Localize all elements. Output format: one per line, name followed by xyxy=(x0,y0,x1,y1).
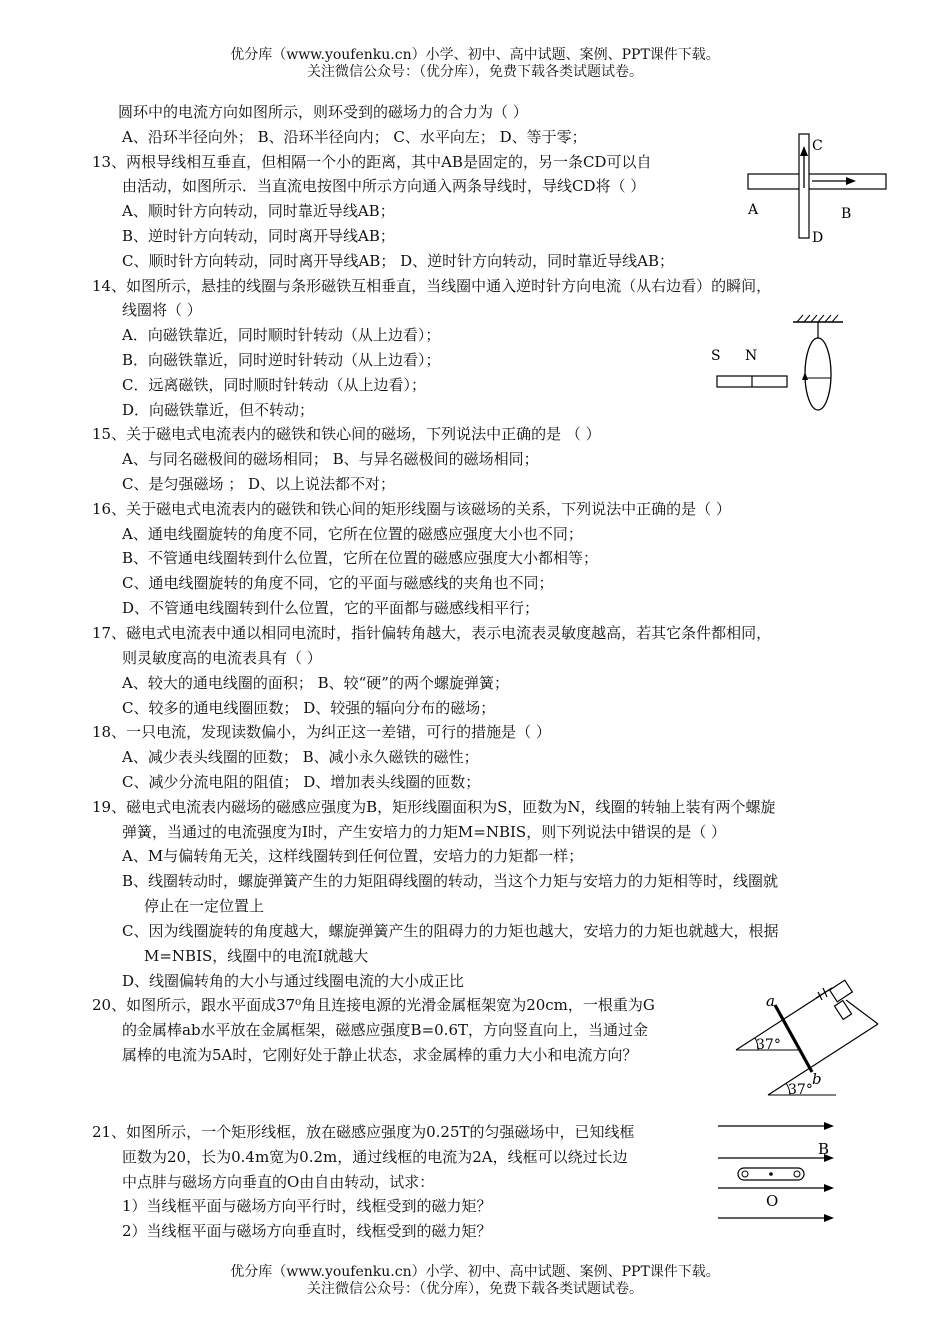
arrowhead-right-icon xyxy=(824,1184,834,1192)
q19-option-a: A、M与偏转角无关，这样线圈转到任何位置，安培力的力矩都一样； xyxy=(122,847,584,865)
figure-inclined-rails xyxy=(728,978,888,1100)
q16-option-c: C、通电线圈旋转的角度不同，它的平面与磁感线的夹角也不同； xyxy=(122,574,554,592)
q13-option-a: A、顺时针方向转动，同时靠近导线AB； xyxy=(122,202,395,220)
q12-options: A、沿环半径向外； B、沿环半径向内； C、水平向左； D、等于零； xyxy=(122,128,587,146)
label-n: N xyxy=(745,348,758,364)
label-b: b xyxy=(812,1070,822,1088)
q19-stem-2: 弹簧，当通过的电流强度为I时，产生安培力的力矩M=NBIS，则下列说法中错误的是（ ） xyxy=(122,823,726,841)
q14-option-d: D．向磁铁靠近，但不转动； xyxy=(122,401,315,419)
coil xyxy=(805,338,831,410)
q15-stem: 15、关于磁电式电流表内的磁铁和铁心间的磁场，下列说法中正确的是 （ ） xyxy=(92,425,601,443)
label-d: D xyxy=(812,230,824,246)
q18-stem: 18、一只电流，发现读数偏小，为纠正这一差错，可行的措施是（ ） xyxy=(92,723,551,741)
label-c: C xyxy=(812,138,823,154)
footer-line-1: 优分库（www.youfenku.cn）小学、初中、高中试题、案例、PPT课件下载。 xyxy=(230,1264,720,1280)
field-arrowheads xyxy=(824,1122,834,1222)
q17-stem-1: 17、磁电式电流表中通以相同电流时，指针偏转角越大，表示电流表灵敏度越高，若其它条件都相同， xyxy=(92,624,772,642)
q20-stem-1: 20、如图所示，跟水平面成37⁰角且连接电源的光滑金属框架宽为20cm，一根重为G xyxy=(92,996,655,1014)
q20-stem-3: 属棒的电流为5A时，它刚好处于静止状态，求金属棒的重力大小和电流方向？ xyxy=(122,1046,638,1064)
q21-stem-1: 21、如图所示，一个矩形线框，放在磁感应强度为0.25T的匀强磁场中，已知线框 xyxy=(92,1123,635,1141)
figure-magnet-coil xyxy=(705,312,855,416)
arrowhead-right-icon xyxy=(846,177,856,185)
footer-line-2: 关注微信公众号：（优分库），免费下载各类试题试卷。 xyxy=(307,1281,643,1297)
q13-option-b: B、逆时针方向转动，同时离开导线AB； xyxy=(122,227,395,245)
pivot-point xyxy=(769,1172,773,1176)
q14-option-a: A．向磁铁靠近，同时顺时针转动（从上边看）； xyxy=(122,326,441,344)
label-b: B xyxy=(841,206,852,222)
header-line-1: 优分库（www.youfenku.cn）小学、初中、高中试题、案例、PPT课件下载。 xyxy=(230,47,720,63)
label-s: S xyxy=(711,348,721,364)
header-line-2: 关注微信公众号：（优分库），免费下载各类试题试卷。 xyxy=(307,64,643,80)
ceiling-hatch xyxy=(797,315,838,322)
q14-stem-1: 14、如图所示，悬挂的线圈与条形磁铁互相垂直，当线圈中通入逆时针方向电流（从右边看）的瞬间， xyxy=(92,277,772,295)
q21-stem-3: 中点肨与磁场方向垂直的O由自由转动，试求： xyxy=(122,1173,435,1191)
q21-part-2: 2）当线框平面与磁场方向垂直时，线框受到的磁力矩？ xyxy=(122,1222,492,1240)
q15-options-cd: C、是匀强磁场 ； D、以上说法都不对； xyxy=(122,475,396,493)
q16-option-d: D、不管通电线圈转到什么位置，它的平面都与磁感线相平行； xyxy=(122,599,540,617)
arrowhead-right-icon xyxy=(824,1122,834,1130)
label-a: a xyxy=(766,992,775,1010)
q16-option-a: A、通电线圈旋转的角度不同，它所在位置的磁感应强度大小也不同； xyxy=(122,525,583,543)
label-b: B xyxy=(818,1140,830,1158)
arrowhead-right-icon xyxy=(824,1214,834,1222)
label-o: O xyxy=(766,1192,779,1210)
lower-rail xyxy=(768,1024,878,1095)
q19-option-b-2: 停止在一定位置上 xyxy=(144,897,265,915)
q13-stem-2: 由活动，如图所示．当直流电按图中所示方向通入两条导线时，导线CD将（ ） xyxy=(122,177,646,195)
q14-option-c: C．远离磁铁，同时顺时针转动（从上边看）； xyxy=(122,376,426,394)
q14-stem-2: 线圈将（ ） xyxy=(122,301,202,319)
q21-stem-2: 匝数为20，长为0.4m宽为0.2m，通过线框的电流为2A，线框可以绕过长边 xyxy=(122,1148,628,1166)
q19-option-b-1: B、线圈转动时，螺旋弹簧产生的力矩阻碍线圈的转动，当这个力矩与安培力的力矩相等时，线圈就 xyxy=(122,872,779,890)
label-a: A xyxy=(748,202,759,218)
figure-field-loop xyxy=(714,1118,844,1230)
figure-crossed-wires xyxy=(740,130,900,250)
q18-options-cd: C、减少分流电阻的阻值； D、增加表头线圈的匝数； xyxy=(122,773,481,791)
q17-options-ab: A、较大的通电线圈的面积； B、较“硬”的两个螺旋弹簧； xyxy=(122,674,509,692)
q12-stem-continued: 圆环中的电流方向如图所示，则环受到的磁场力的合力为（ ） xyxy=(118,103,528,121)
q17-stem-2: 则灵敏度高的电流表具有（ ） xyxy=(122,649,322,667)
q19-option-c-2: M=NBIS，线圈中的电流I就越大 xyxy=(144,947,369,965)
q15-options-ab: A、与同名磁极间的磁场相同； B、与异名磁极间的磁场相同； xyxy=(122,450,539,468)
page-header xyxy=(0,47,950,81)
q21-part-1: 1）当线框平面与磁场方向平行时，线框受到的磁力矩？ xyxy=(122,1197,492,1215)
q16-stem: 16、关于磁电式电流表内的磁铁和铁心间的矩形线圈与该磁场的关系，下列说法中正确的是（ ） xyxy=(92,500,731,518)
q19-stem-1: 19、磁电式电流表内磁场的磁感应强度为B，矩形线圈面积为S，匝数为N，线圈的转轴上装有两个螺旋 xyxy=(92,798,776,816)
page-footer xyxy=(0,1264,950,1298)
q17-options-cd: C、较多的通电线圈匝数； D、较强的辐向分布的磁场； xyxy=(122,699,496,717)
battery-icon xyxy=(816,980,878,1024)
q13-option-cd: C、顺时针方向转动，同时离开导线AB； D、逆时针方向转动，同时靠近导线AB； xyxy=(122,252,674,270)
coil-current-arrow-icon xyxy=(802,372,808,380)
q18-options-ab: A、减少表头线圈的匝数； B、减小永久磁铁的磁性； xyxy=(122,748,479,766)
q19-option-c-1: C、因为线圈旋转的角度越大，螺旋弹簧产生的阻碍力的力矩也越大，安培力的力矩也就越大，根据 xyxy=(122,922,779,940)
q13-stem-1: 13、两根导线相互垂直，但相隔一个小的距离，其中AB是固定的，另一条CD可以自 xyxy=(92,153,652,171)
q16-option-b: B、不管通电线圈转到什么位置，它所在位置的磁感应强度大小都相等； xyxy=(122,549,599,567)
q14-option-b: B．向磁铁靠近，同时逆时针转动（从上边看）； xyxy=(122,351,441,369)
angle-label-top: 37° xyxy=(756,1037,781,1053)
angle-label-bottom: 37° xyxy=(788,1082,813,1098)
q20-stem-2: 的金属棒ab水平放在金属框架，磁感应强度B=0.6T，方向竖直向上，当通过金 xyxy=(122,1021,648,1039)
q19-option-d: D、线圈偏转角的大小与通过线圈电流的大小成正比 xyxy=(122,972,465,990)
